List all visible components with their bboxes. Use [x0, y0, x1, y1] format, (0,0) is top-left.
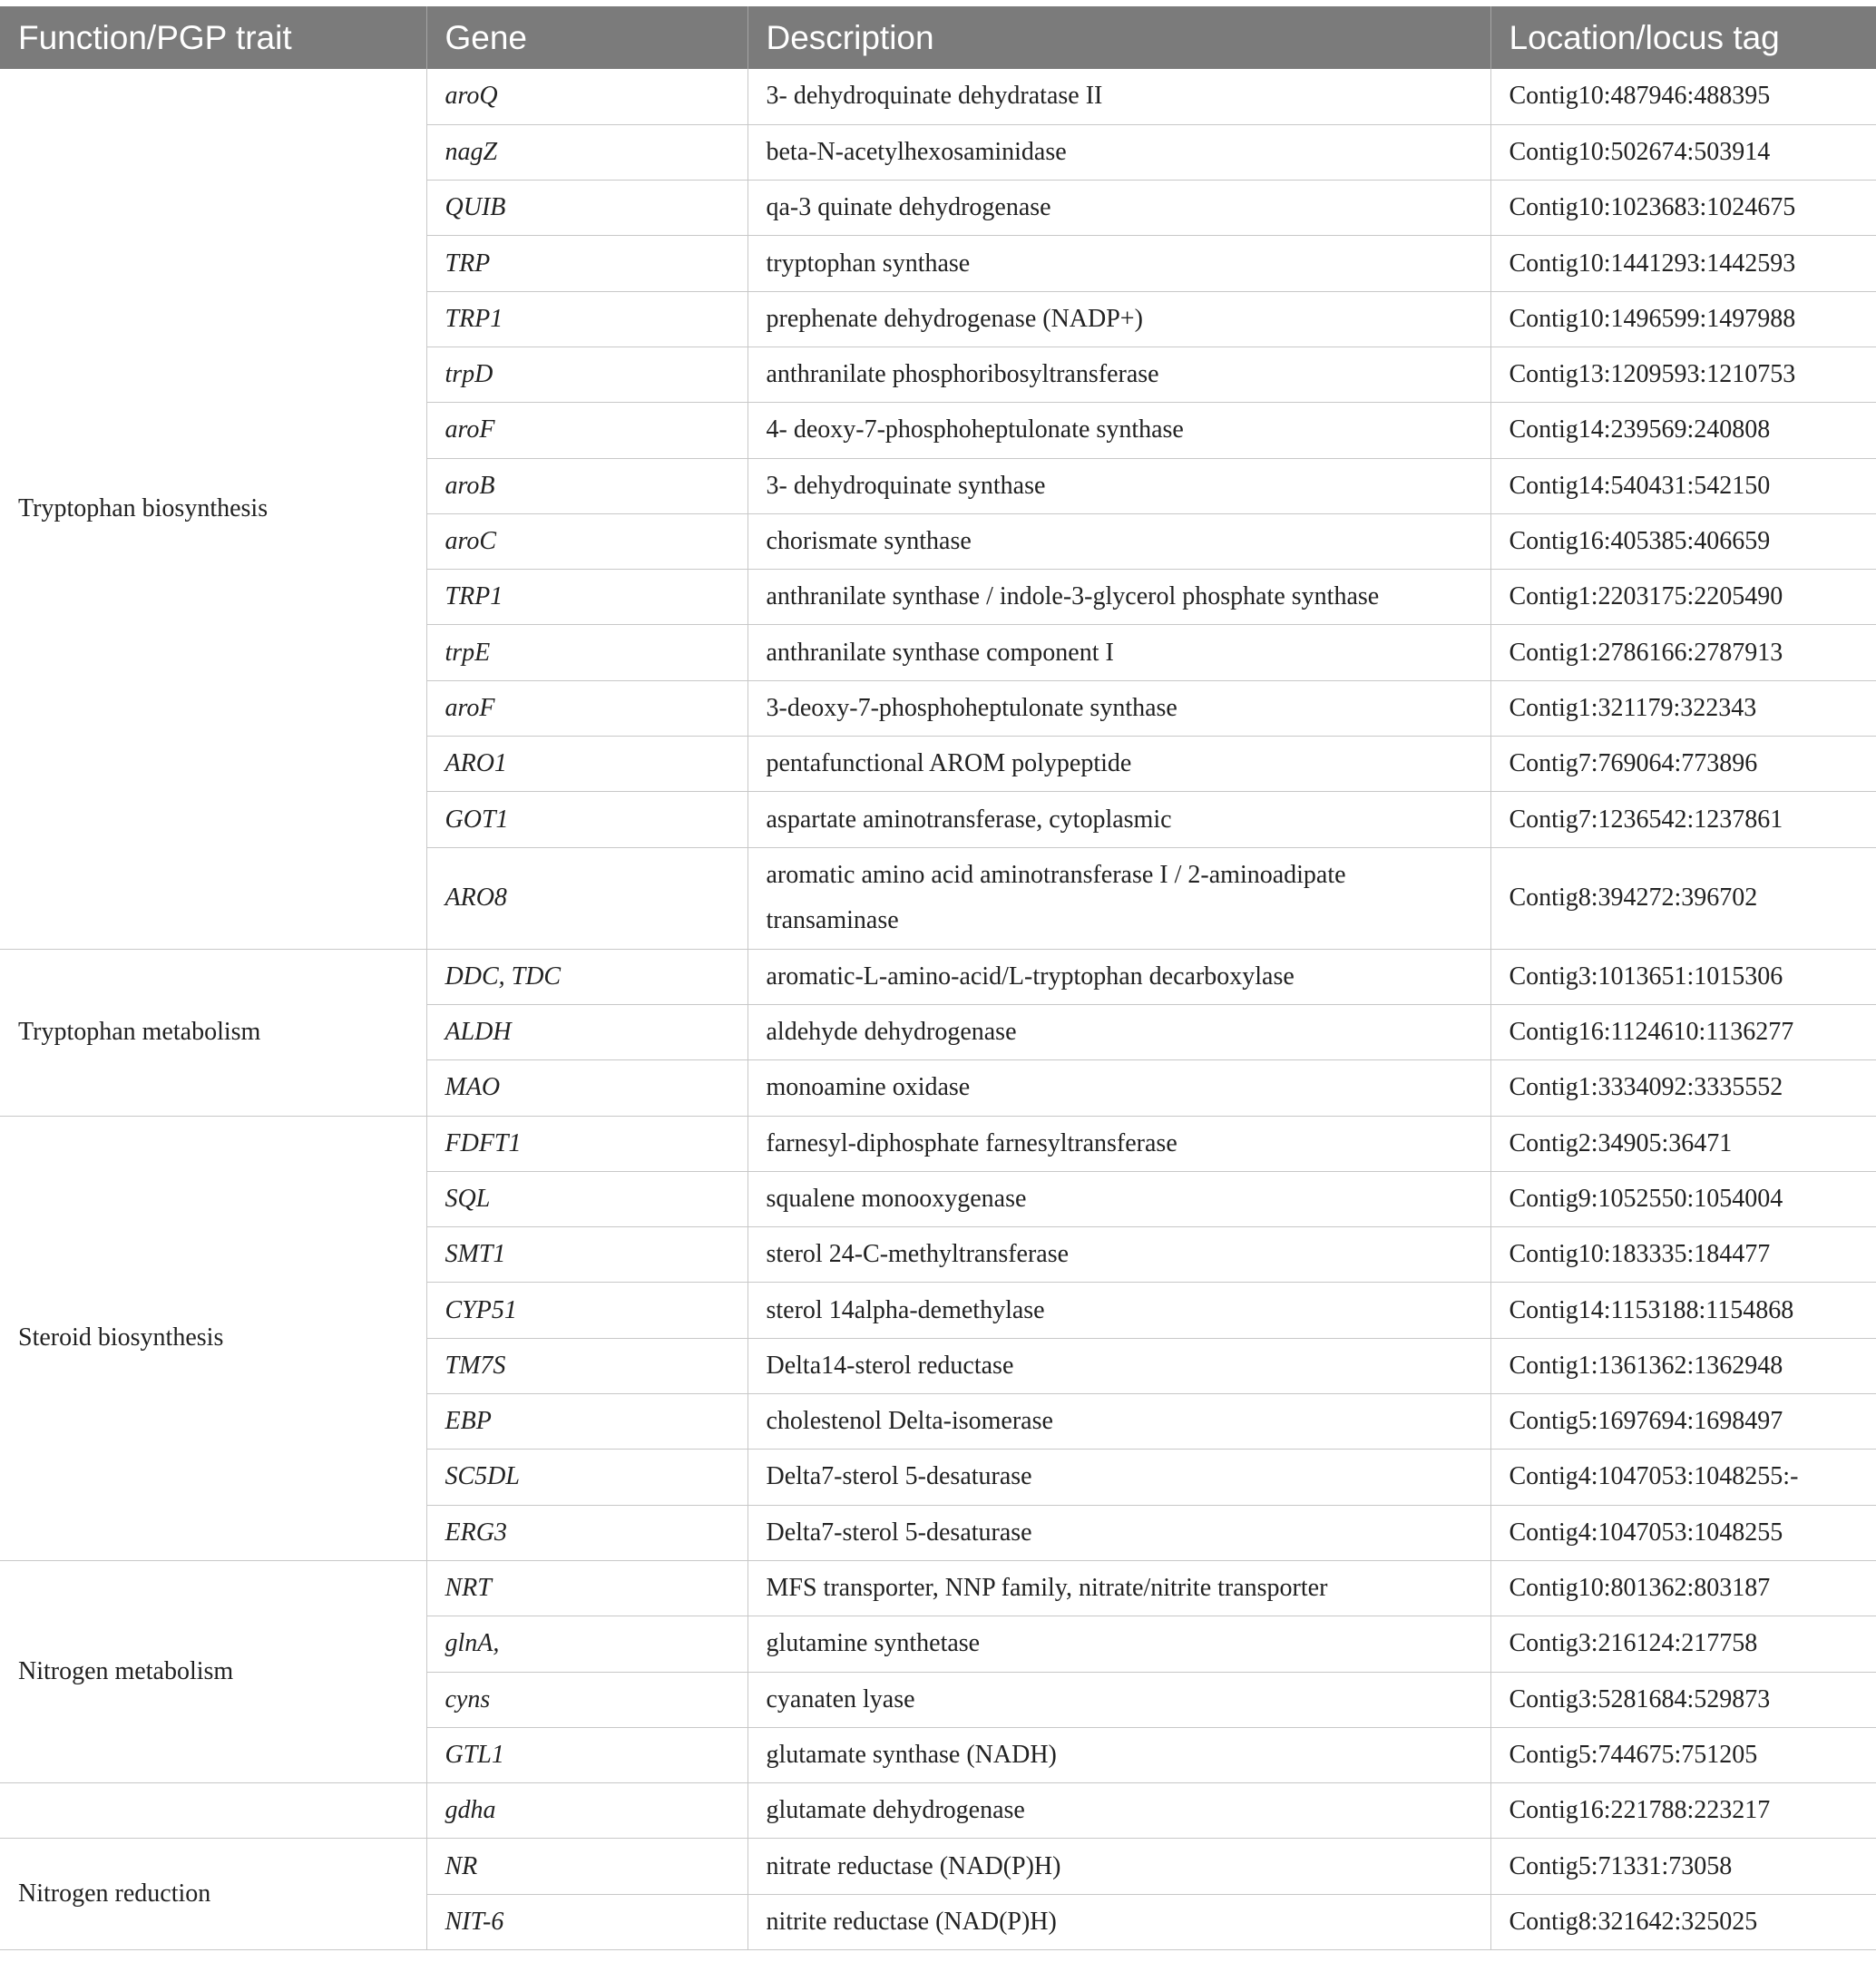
- gene-cell: DDC, TDC: [426, 949, 747, 1004]
- gene-cell: EBP: [426, 1394, 747, 1450]
- gene-cell: aroF: [426, 403, 747, 458]
- location-cell: Contig8:321642:325025: [1490, 1894, 1876, 1949]
- location-cell: Contig1:2786166:2787913: [1490, 625, 1876, 680]
- location-cell: Contig10:183335:184477: [1490, 1227, 1876, 1283]
- gene-cell: GOT1: [426, 792, 747, 847]
- description-cell: aldehyde dehydrogenase: [747, 1004, 1490, 1059]
- description-cell: cholestenol Delta-isomerase: [747, 1394, 1490, 1450]
- location-cell: Contig13:1209593:1210753: [1490, 347, 1876, 402]
- gene-cell: aroQ: [426, 69, 747, 124]
- description-cell: MFS transporter, NNP family, nitrate/nitrite transporter: [747, 1560, 1490, 1616]
- gene-cell: ALDH: [426, 1004, 747, 1059]
- location-cell: Contig14:239569:240808: [1490, 403, 1876, 458]
- description-cell: monoamine oxidase: [747, 1060, 1490, 1116]
- location-cell: Contig9:1052550:1054004: [1490, 1171, 1876, 1226]
- description-cell: Delta7-sterol 5-desaturase: [747, 1450, 1490, 1505]
- function-cell: Tryptophan biosynthesis: [0, 69, 426, 949]
- location-cell: Contig10:487946:488395: [1490, 69, 1876, 124]
- description-cell: 3-deoxy-7-phosphoheptulonate synthase: [747, 680, 1490, 736]
- header-function: Function/PGP trait: [0, 6, 426, 69]
- location-cell: Contig1:3334092:3335552: [1490, 1060, 1876, 1116]
- location-cell: Contig1:1361362:1362948: [1490, 1338, 1876, 1393]
- location-cell: Contig10:801362:803187: [1490, 1560, 1876, 1616]
- gene-cell: cyns: [426, 1672, 747, 1727]
- gene-table: [0, 6, 1876, 1950]
- gene-cell: TRP1: [426, 570, 747, 625]
- gene-cell: GTL1: [426, 1727, 747, 1782]
- function-cell: Nitrogen reduction: [0, 1839, 426, 1950]
- gene-cell: TRP1: [426, 291, 747, 347]
- location-cell: Contig10:1441293:1442593: [1490, 236, 1876, 291]
- location-cell: Contig14:1153188:1154868: [1490, 1283, 1876, 1338]
- description-cell: anthranilate synthase / indole-3-glycerol phosphate synthase: [747, 570, 1490, 625]
- header-gene: Gene: [426, 6, 747, 69]
- table-row: [0, 1560, 1876, 1616]
- location-cell: Contig5:71331:73058: [1490, 1839, 1876, 1894]
- description-cell: glutamine synthetase: [747, 1616, 1490, 1672]
- description-cell: aspartate aminotransferase, cytoplasmic: [747, 792, 1490, 847]
- gene-cell: NR: [426, 1839, 747, 1894]
- description-cell: 3- dehydroquinate synthase: [747, 458, 1490, 513]
- location-cell: Contig3:5281684:529873: [1490, 1672, 1876, 1727]
- table-row: [0, 1839, 1876, 1894]
- gene-cell: ERG3: [426, 1505, 747, 1560]
- location-cell: Contig1:2203175:2205490: [1490, 570, 1876, 625]
- description-cell: farnesyl-diphosphate farnesyltransferase: [747, 1116, 1490, 1171]
- description-cell: 3- dehydroquinate dehydratase II: [747, 69, 1490, 124]
- location-cell: Contig4:1047053:1048255: [1490, 1505, 1876, 1560]
- description-cell: tryptophan synthase: [747, 236, 1490, 291]
- description-cell: squalene monooxygenase: [747, 1171, 1490, 1226]
- gene-cell: FDFT1: [426, 1116, 747, 1171]
- gene-cell: aroC: [426, 513, 747, 569]
- location-cell: Contig3:1013651:1015306: [1490, 949, 1876, 1004]
- location-cell: Contig16:221788:223217: [1490, 1783, 1876, 1839]
- gene-cell: aroF: [426, 680, 747, 736]
- gene-cell: TRP: [426, 236, 747, 291]
- table-body: [0, 69, 1876, 1950]
- gene-cell: ARO8: [426, 847, 747, 949]
- gene-cell: ARO1: [426, 737, 747, 792]
- location-cell: Contig1:321179:322343: [1490, 680, 1876, 736]
- description-cell: pentafunctional AROM polypeptide: [747, 737, 1490, 792]
- gene-cell: glnA,: [426, 1616, 747, 1672]
- gene-cell: SMT1: [426, 1227, 747, 1283]
- location-cell: Contig10:1496599:1497988: [1490, 291, 1876, 347]
- location-cell: Contig16:405385:406659: [1490, 513, 1876, 569]
- function-cell: Steroid biosynthesis: [0, 1116, 426, 1560]
- table-row: [0, 1116, 1876, 1171]
- location-cell: Contig16:1124610:1136277: [1490, 1004, 1876, 1059]
- gene-cell: SQL: [426, 1171, 747, 1226]
- gene-cell: aroB: [426, 458, 747, 513]
- gene-cell: MAO: [426, 1060, 747, 1116]
- function-cell: Tryptophan metabolism: [0, 949, 426, 1116]
- description-cell: aromatic-L-amino-acid/L-tryptophan decarboxylase: [747, 949, 1490, 1004]
- description-cell: beta-N-acetylhexosaminidase: [747, 124, 1490, 180]
- description-cell: sterol 24-C-methyltransferase: [747, 1227, 1490, 1283]
- gene-cell: nagZ: [426, 124, 747, 180]
- location-cell: Contig7:1236542:1237861: [1490, 792, 1876, 847]
- location-cell: Contig4:1047053:1048255:-: [1490, 1450, 1876, 1505]
- location-cell: Contig10:502674:503914: [1490, 124, 1876, 180]
- gene-cell: NRT: [426, 1560, 747, 1616]
- header-description: Description: [747, 6, 1490, 69]
- description-cell: Delta7-sterol 5-desaturase: [747, 1505, 1490, 1560]
- gene-cell: SC5DL: [426, 1450, 747, 1505]
- table-row: [0, 1783, 1876, 1839]
- location-cell: Contig7:769064:773896: [1490, 737, 1876, 792]
- gene-cell: gdha: [426, 1783, 747, 1839]
- description-cell: cyanaten lyase: [747, 1672, 1490, 1727]
- function-cell: [0, 1783, 426, 1839]
- description-cell: prephenate dehydrogenase (NADP+): [747, 291, 1490, 347]
- gene-cell: trpD: [426, 347, 747, 402]
- gene-cell: NIT-6: [426, 1894, 747, 1949]
- description-cell: qa-3 quinate dehydrogenase: [747, 181, 1490, 236]
- gene-cell: CYP51: [426, 1283, 747, 1338]
- description-cell: anthranilate phosphoribosyltransferase: [747, 347, 1490, 402]
- gene-cell: TM7S: [426, 1338, 747, 1393]
- gene-cell: trpE: [426, 625, 747, 680]
- description-cell: glutamate synthase (NADH): [747, 1727, 1490, 1782]
- description-cell: nitrate reductase (NAD(P)H): [747, 1839, 1490, 1894]
- location-cell: Contig3:216124:217758: [1490, 1616, 1876, 1672]
- description-cell: glutamate dehydrogenase: [747, 1783, 1490, 1839]
- gene-cell: QUIB: [426, 181, 747, 236]
- location-cell: Contig5:1697694:1698497: [1490, 1394, 1876, 1450]
- table-row: [0, 69, 1876, 124]
- description-cell: sterol 14alpha-demethylase: [747, 1283, 1490, 1338]
- location-cell: Contig10:1023683:1024675: [1490, 181, 1876, 236]
- table-row: [0, 949, 1876, 1004]
- location-cell: Contig2:34905:36471: [1490, 1116, 1876, 1171]
- description-cell: chorismate synthase: [747, 513, 1490, 569]
- description-cell: 4- deoxy-7-phosphoheptulonate synthase: [747, 403, 1490, 458]
- description-cell: nitrite reductase (NAD(P)H): [747, 1894, 1490, 1949]
- function-cell: Nitrogen metabolism: [0, 1560, 426, 1782]
- location-cell: Contig8:394272:396702: [1490, 847, 1876, 949]
- table-header: [0, 6, 1876, 69]
- description-cell: anthranilate synthase component I: [747, 625, 1490, 680]
- description-cell: Delta14-sterol reductase: [747, 1338, 1490, 1393]
- header-row: [0, 6, 1876, 69]
- description-cell: aromatic amino acid aminotransferase I / 2-aminoadipate transaminase: [747, 847, 1490, 949]
- header-location: Location/locus tag: [1490, 6, 1876, 69]
- location-cell: Contig5:744675:751205: [1490, 1727, 1876, 1782]
- location-cell: Contig14:540431:542150: [1490, 458, 1876, 513]
